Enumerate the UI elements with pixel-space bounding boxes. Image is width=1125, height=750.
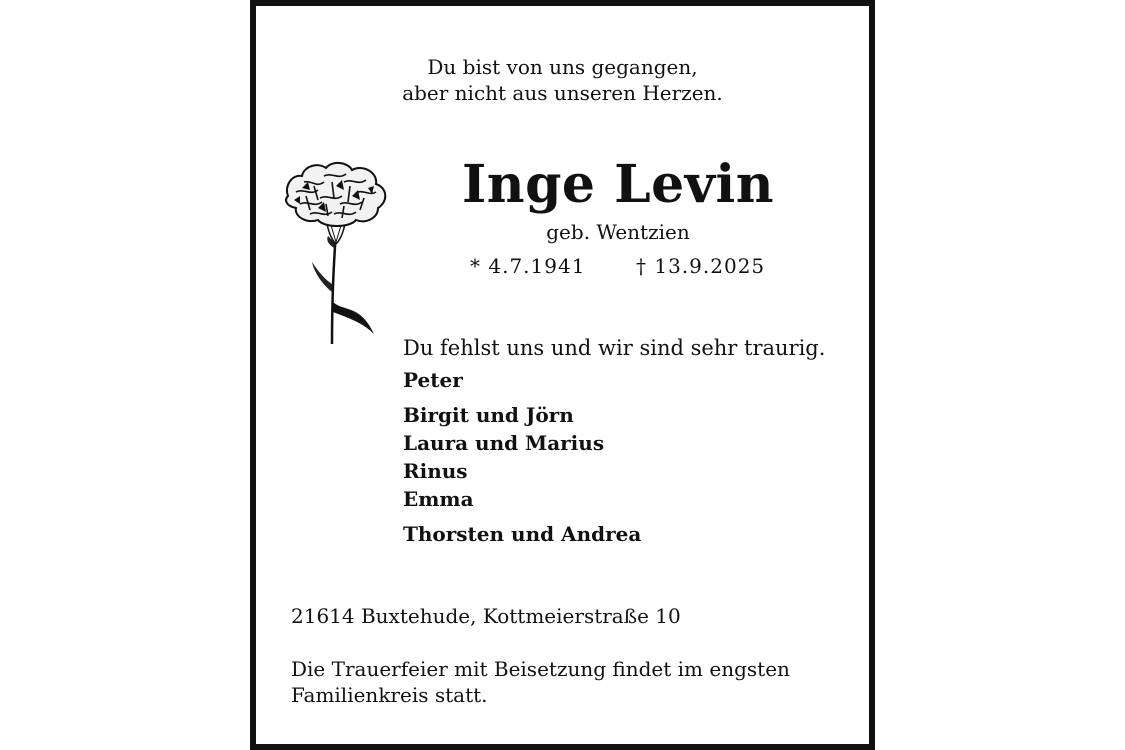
family-group bbox=[403, 366, 641, 394]
family-member: Peter bbox=[403, 368, 463, 392]
carnation-icon bbox=[274, 152, 400, 352]
death-date: † 13.9.2025 bbox=[636, 254, 766, 278]
family-member: Rinus bbox=[403, 459, 468, 483]
maiden-name: geb. Wentzien bbox=[546, 220, 690, 244]
family-list bbox=[403, 366, 641, 555]
motto bbox=[256, 54, 869, 106]
family-member: Thorsten und Andrea bbox=[403, 522, 642, 546]
obituary-card bbox=[250, 0, 875, 750]
family-group bbox=[403, 520, 641, 548]
funeral-notice-line-2: Familienkreis statt. bbox=[291, 683, 488, 707]
family-member: Birgit und Jörn bbox=[403, 403, 574, 427]
address: 21614 Buxtehude, Kottmeierstraße 10 bbox=[291, 604, 681, 628]
motto-line-1: Du bist von uns gegangen, bbox=[427, 55, 698, 79]
birth-date: * 4.7.1941 bbox=[470, 254, 586, 278]
family-member: Laura und Marius bbox=[403, 431, 605, 455]
deceased-name: Inge Levin bbox=[461, 154, 775, 215]
mourning-message: Du fehlst uns und wir sind sehr traurig. bbox=[403, 336, 826, 360]
family-member: Emma bbox=[403, 487, 474, 511]
funeral-notice-line-1: Die Trauerfeier mit Beisetzung findet im engsten bbox=[291, 657, 790, 681]
motto-line-2: aber nicht aus unseren Herzen. bbox=[402, 81, 723, 105]
funeral-notice bbox=[291, 656, 851, 708]
family-group bbox=[403, 401, 641, 513]
